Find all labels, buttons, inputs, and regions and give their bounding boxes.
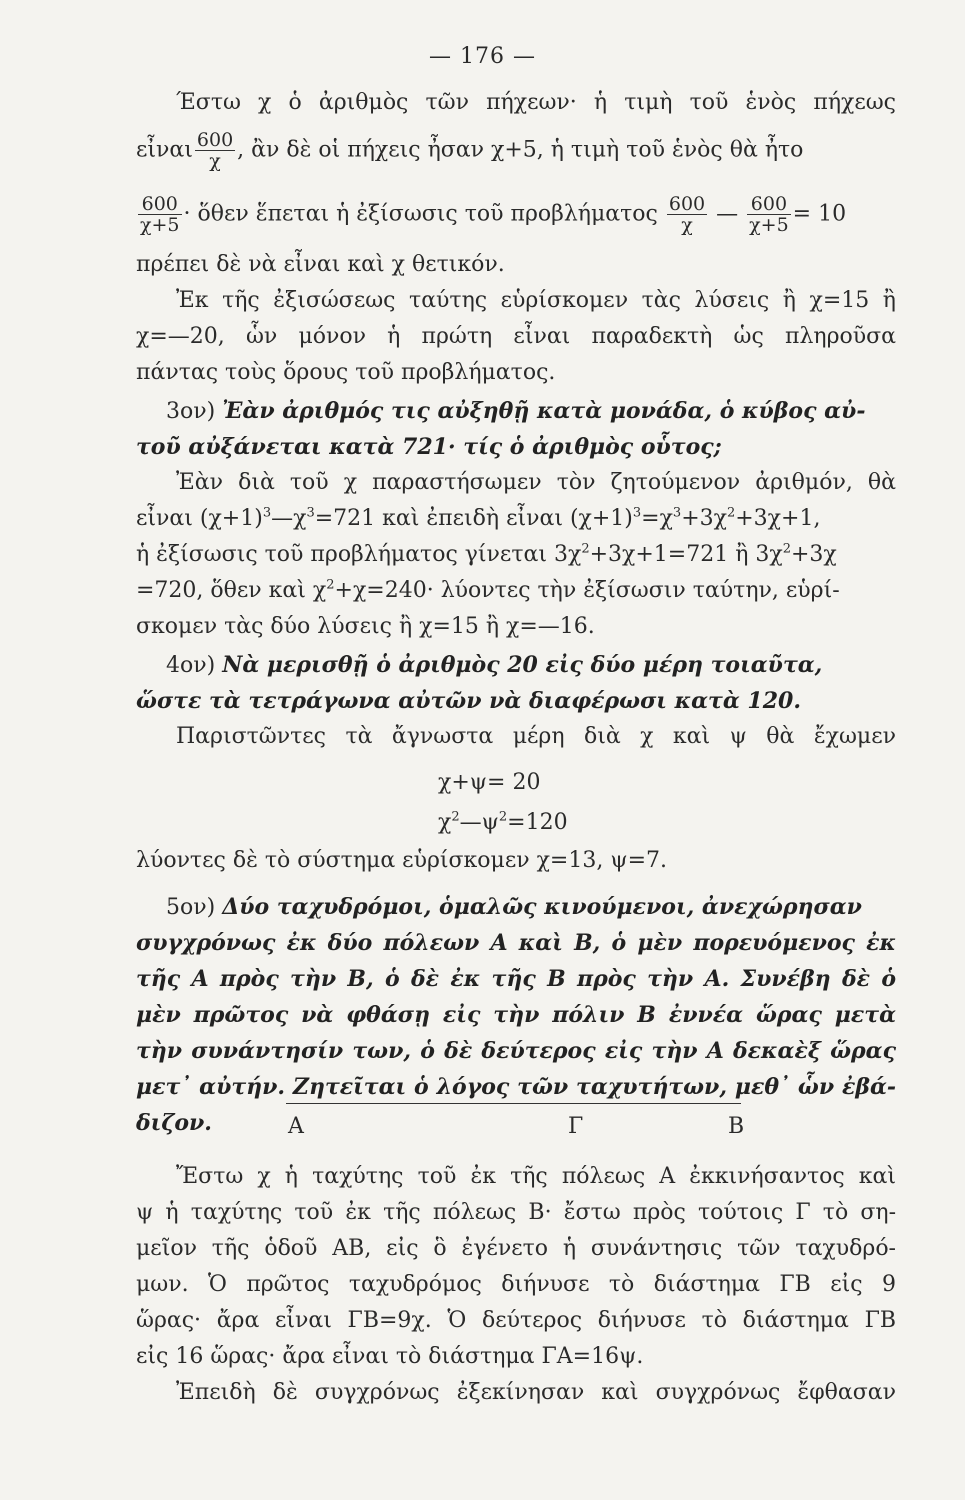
point-label-g: Γ bbox=[568, 1114, 584, 1139]
text-line: μεῖον τῆς ὁδοῦ ΑΒ, εἰς ὃ ἐγένετο ἡ συνάντησις τῶν ταχυδρό- bbox=[136, 1236, 896, 1261]
page-number: — 176 — bbox=[429, 44, 536, 69]
problem-text: μετ᾿ αὐτήν. Ζητεῖται ὁ λόγος τῶν ταχυτήτων, μεθ᾿ ὧν ἐβά- bbox=[136, 1074, 896, 1100]
fraction: $\frac{600}{\chi}$ bbox=[668, 193, 706, 236]
point-label-b: Β bbox=[728, 1114, 745, 1139]
problem-heading: 5ον) Δύο ταχυδρόμοι, ὁμαλῶς κινούμενοι, ἀνεχώρησαν bbox=[166, 894, 862, 920]
problem-text: συγχρόνως ἐκ δύο πόλεων Α καὶ Β, ὁ μὲν πορευόμενος ἐκ bbox=[136, 930, 896, 956]
problem-text: διζον. bbox=[136, 1110, 212, 1136]
problem-heading: τοῦ αὐξάνεται κατὰ 721· τίς ὁ ἀριθμὸς οὗτος; bbox=[136, 434, 722, 460]
problem-text: τῆς Α πρὸς τὴν Β, ὁ δὲ ἐκ τῆς Β πρὸς τὴν Α. Συνέβη δὲ ὁ bbox=[136, 966, 896, 992]
text-line: Παριστῶντες τὰ ἄγνωστα μέρη διὰ χ καὶ ψ θὰ ἔχωμεν bbox=[176, 724, 896, 749]
text-line: εἶναι $\frac{600}{\chi}$ , ἂν δὲ οἱ πήχεις ἦσαν χ+5, ἡ τιμὴ τοῦ ἑνὸς θὰ ἦτο bbox=[136, 129, 804, 172]
problem-text: τὴν συνάντησίν των, ὁ δὲ δεύτερος εἰς τὴν Α δεκαὲξ ὥρας bbox=[136, 1038, 896, 1064]
equation-line: εἶναι $(\chi+1)^3—\chi^3=721$ καὶ ἐπειδὴ εἶναι $(\chi+1)^3=\chi^3+3\chi^2+3\chi+1$, bbox=[136, 505, 821, 531]
text-line: Ἐὰν διὰ τοῦ χ παραστήσωμεν τὸν ζητούμενον ἀριθμόν, θὰ bbox=[176, 470, 896, 495]
text-line: Ἐκ τῆς ἐξισώσεως ταύτης εὑρίσκομεν τὰς λύσεις ἢ χ=15 ἢ bbox=[176, 288, 896, 313]
equation-line: ἡ ἐξίσωσις τοῦ προβλήματος γίνεται $3\chi^2+3\chi+1=721$ ἢ $3\chi^2+3\chi$ bbox=[136, 541, 837, 567]
equation-line: =720, ὅθεν καὶ $\chi^2+\chi=240\cdot \lambda ύo\nu\tau\varepsilon\varsigma$ τὴν ἐξίσωσιν ταύτην, εὑρί- bbox=[136, 577, 840, 603]
text-line: Ἔστω χ ἡ ταχύτης τοῦ ἐκ τῆς πόλεως Α ἐκκινήσαντος καὶ bbox=[176, 1164, 896, 1189]
text-line: Ἐπειδὴ δὲ συγχρόνως ἐξεκίνησαν καὶ συγχρόνως ἔφθασαν bbox=[176, 1380, 896, 1405]
fraction: $\frac{600}{\chi+5}$ bbox=[749, 193, 789, 236]
fraction: $\frac{600}{\chi+5}$ bbox=[140, 193, 180, 236]
text-line: ψ ἡ ταχύτης τοῦ ἐκ τῆς πόλεως Β· ἔστω πρὸς τούτοις Γ τὸ ση- bbox=[136, 1200, 896, 1225]
text-line: μων. Ὁ πρῶτος ταχυδρόμος διήνυσε τὸ διάστημα ΓΒ εἰς 9 bbox=[136, 1272, 896, 1297]
problem-text: μὲν πρῶτος νὰ φθάσῃ εἰς τὴν πόλιν Β ἐννέα ὥρας μετὰ bbox=[136, 1002, 896, 1028]
text-line: χ=—20, ὧν μόνον ἡ πρώτη εἶναι παραδεκτὴ ὡς πληροῦσα bbox=[136, 324, 896, 349]
equation-1: χ+ψ= 20 bbox=[438, 770, 541, 795]
problem-heading: 3ον) Ἐὰν ἀριθμός τις αὐξηθῇ κατὰ μονάδα, ὁ κύβος αὐ- bbox=[166, 398, 866, 424]
fraction: $\frac{600}{\chi}$ bbox=[196, 129, 234, 172]
road-diagram-line bbox=[286, 1103, 741, 1104]
equation-2: $\chi^2—\psi^2=120$ bbox=[438, 809, 568, 835]
problem-heading: 4ον) Νὰ μερισθῇ ὁ ἀριθμὸς 20 εἰς δύο μέρη τοιαῦτα, bbox=[166, 652, 823, 678]
text-line: πάντας τοὺς ὅρους τοῦ προβλήματος. bbox=[136, 360, 556, 385]
problem-heading: ὥστε τὰ τετράγωνα αὐτῶν νὰ διαφέρωσι κατὰ 120. bbox=[136, 688, 802, 714]
text-line: λύοντες δὲ τὸ σύστημα εὑρίσκομεν χ=13, ψ=7. bbox=[136, 848, 668, 873]
text-line: εἰς 16 ὥρας· ἄρα εἶναι τὸ διάστημα ΓΑ=16ψ. bbox=[136, 1344, 644, 1369]
equation-line: $\frac{600}{\chi+5}$ · ὅθεν ἕπεται ἡ ἐξίσωσις τοῦ προβλήματος $\frac{600}{\chi}$ — $\frac{600}{\chi+5}$ = 10 bbox=[140, 193, 847, 236]
text-line: πρέπει δὲ νὰ εἶναι καὶ χ θετικόν. bbox=[136, 252, 505, 277]
point-label-a: Α bbox=[288, 1114, 304, 1139]
text-line: σκομεν τὰς δύο λύσεις ἢ χ=15 ἢ χ=—16. bbox=[136, 614, 595, 639]
text-line: ὥρας· ἄρα εἶναι ΓΒ=9χ. Ὁ δεύτερος διήνυσε τὸ διάστημα ΓΒ bbox=[136, 1308, 896, 1333]
text-line: Έστω χ ὁ ἀριθμὸς τῶν πήχεων· ἡ τιμὴ τοῦ ἑνὸς πήχεως bbox=[176, 90, 896, 115]
